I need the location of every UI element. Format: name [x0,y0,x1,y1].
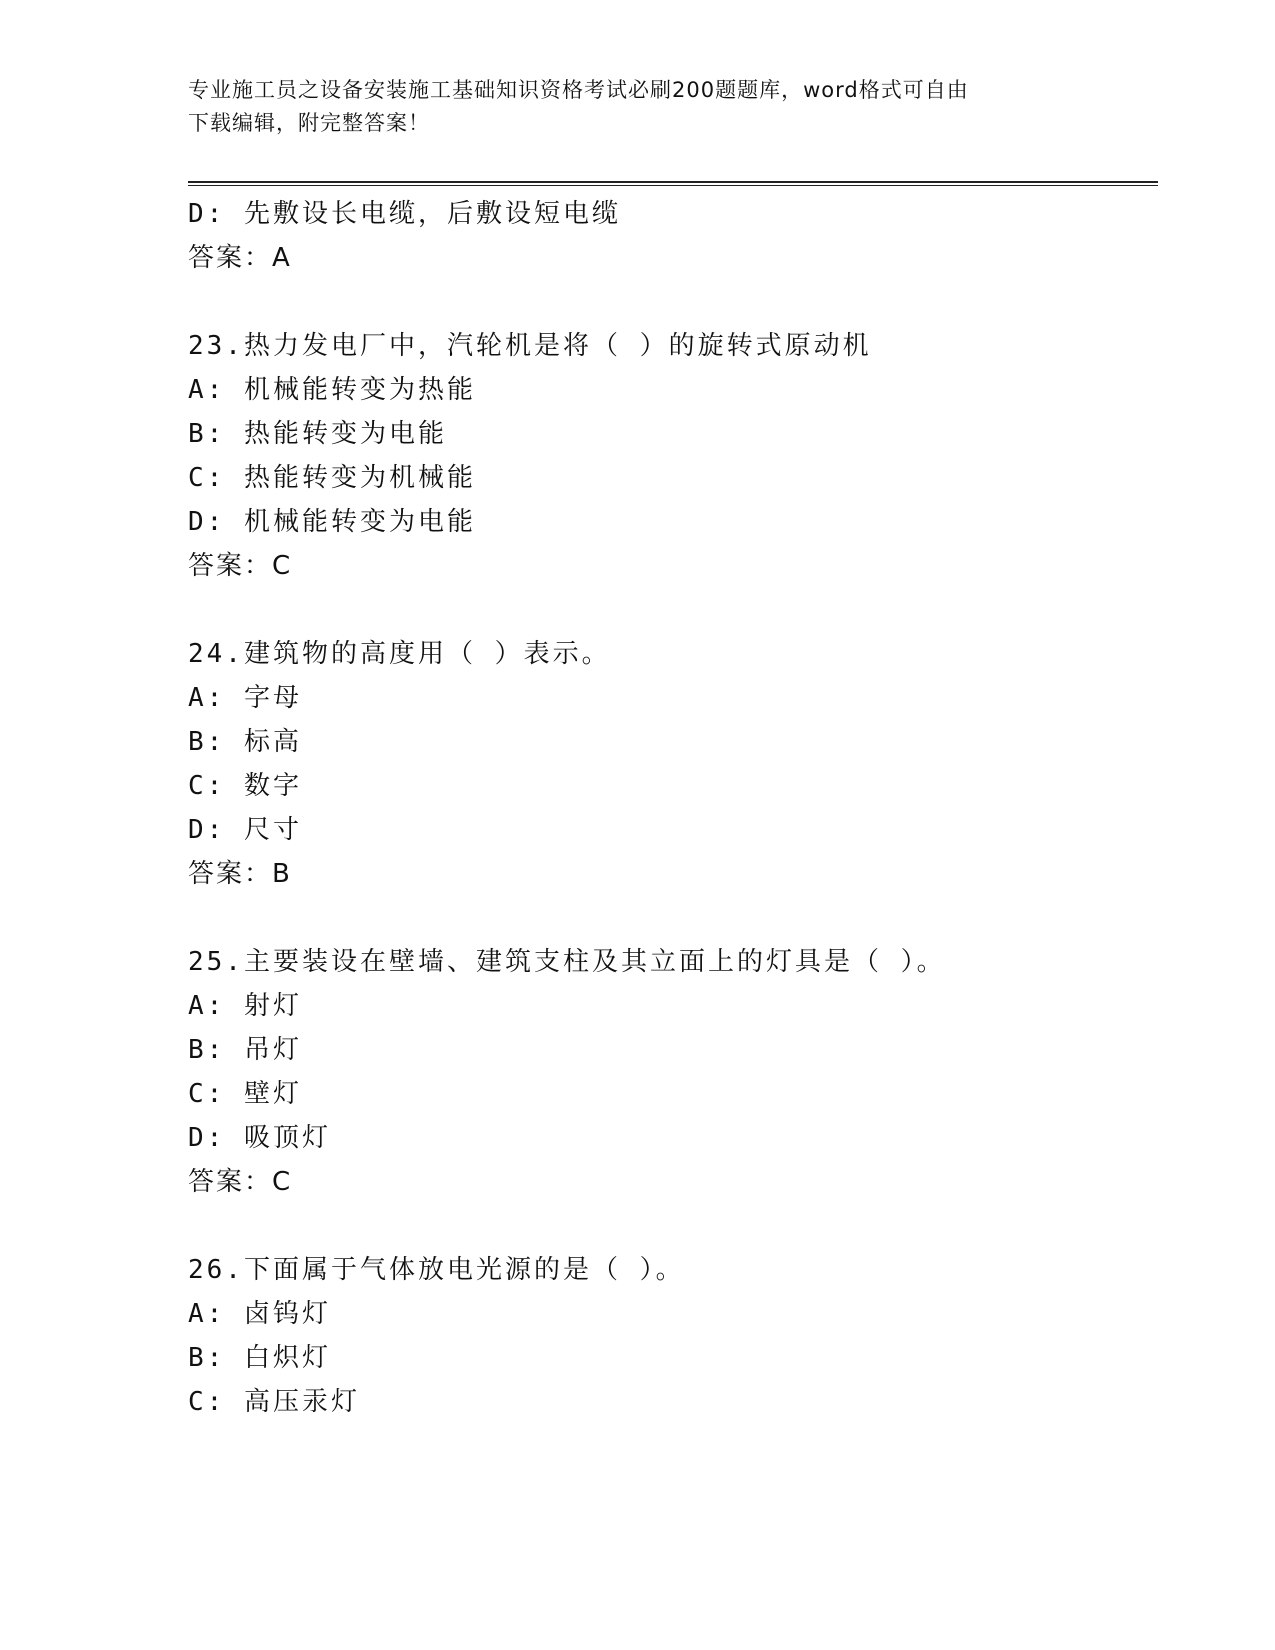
question-26-title: 26.下面属于气体放电光源的是（ ）。 [188,1255,685,1285]
question-24-option-d: D: 尺寸 [188,815,302,845]
question-23-option-a: A: 机械能转变为热能 [188,375,476,405]
question-24-option-a: A: 字母 [188,683,302,713]
prev-answer: 答案：A [188,243,292,273]
question-23-title: 23.热力发电厂中，汽轮机是将（ ）的旋转式原动机 [188,331,872,361]
question-25-option-c: C: 壁灯 [188,1079,302,1109]
question-25-answer: 答案：C [188,1167,293,1197]
question-23-answer: 答案：C [188,551,293,581]
question-26-option-b: B: 白炽灯 [188,1343,331,1373]
question-25-option-b: B: 吊灯 [188,1035,302,1065]
question-24-answer: 答案：B [188,859,292,889]
header-rule-bottom [188,185,1158,186]
question-23-option-d: D: 机械能转变为电能 [188,507,476,537]
question-24-option-c: C: 数字 [188,771,302,801]
question-23-option-b: B: 热能转变为电能 [188,419,447,449]
prev-option-d: D: 先敷设长电缆，后敷设短电缆 [188,199,621,229]
question-24-option-b: B: 标高 [188,727,302,757]
question-26-option-a: A: 卤钨灯 [188,1299,331,1329]
header-line-2: 下载编辑，附完整答案！ [188,111,430,135]
question-25-option-a: A: 射灯 [188,991,302,1021]
question-25-title: 25.主要装设在壁墙、建筑支柱及其立面上的灯具是（ ）。 [188,947,946,977]
header-line-1: 专业施工员之设备安装施工基础知识资格考试必刷200题题库，word格式可自由 [188,78,969,102]
document-header [188,74,1088,140]
question-26-option-c: C: 高压汞灯 [188,1387,360,1417]
question-23-option-c: C: 热能转变为机械能 [188,463,476,493]
question-25-option-d: D: 吸顶灯 [188,1123,331,1153]
header-rule-top [188,181,1158,183]
question-24-title: 24.建筑物的高度用（ ）表示。 [188,639,611,669]
